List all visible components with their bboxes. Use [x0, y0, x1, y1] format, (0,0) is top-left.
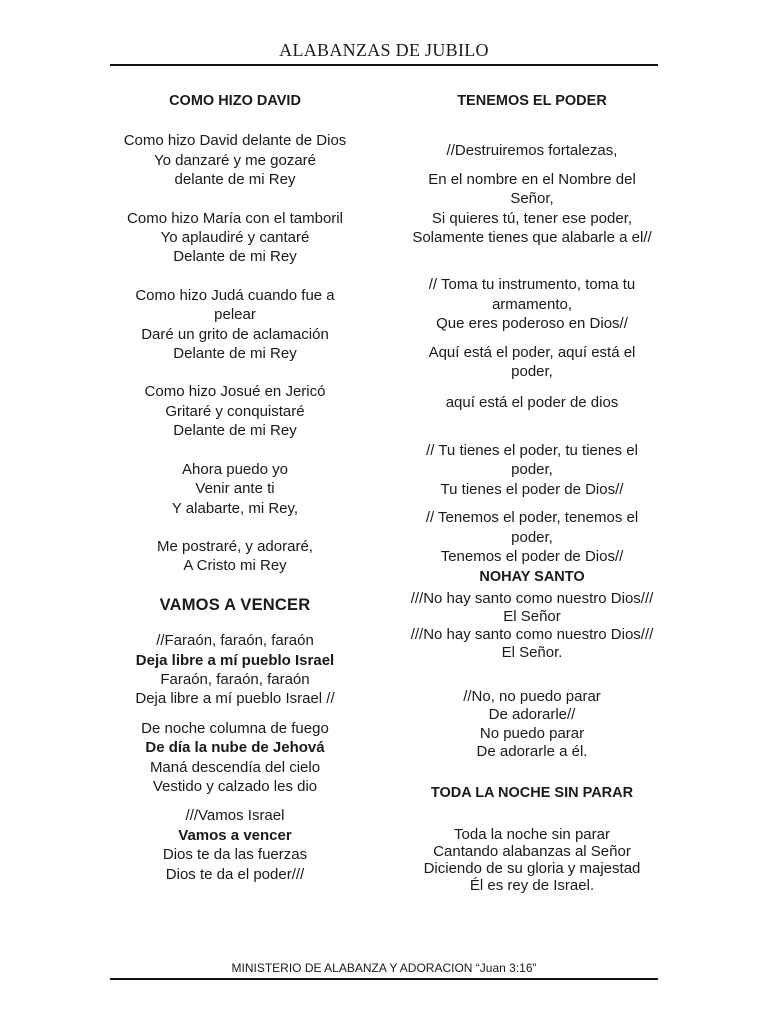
- lyric-line: Delante de mi Rey: [173, 248, 297, 266]
- song-title-como-hizo-david: COMO HIZO DAVID: [169, 93, 301, 109]
- lyric-line: Tenemos el poder de Dios//: [440, 547, 624, 565]
- stanza: [400, 141, 664, 160]
- lyric-line: Yo danzaré y me gozaré: [153, 151, 317, 169]
- stanza: [110, 382, 360, 440]
- lyric-line: Aquí está el poder, aquí está el poder,: [428, 343, 636, 381]
- lyric-line: //No, no puedo parar: [463, 687, 601, 705]
- lyric-line: Como hizo Judá cuando fue a pelear: [135, 286, 335, 324]
- song-title-tenemos-el-poder: TENEMOS EL PODER: [457, 93, 607, 109]
- lyric-line: delante de mi Rey: [174, 171, 296, 189]
- lyric-line: Solamente tienes que alabarle a el//: [412, 229, 652, 247]
- stanza: [110, 631, 360, 709]
- lyric-line: // Tu tienes el poder, tu tienes el poder,: [426, 441, 638, 479]
- stanza: [400, 590, 664, 662]
- stanza: [400, 508, 664, 566]
- stanza: [400, 170, 664, 248]
- lyric-line: // Tenemos el poder, tenemos el poder,: [425, 509, 639, 546]
- song-title-vamos-a-vencer: VAMOS A VENCER: [159, 595, 311, 614]
- lyric-line: De adorarle//: [488, 706, 576, 724]
- lyric-line: ///No hay santo como nuestro Dios///: [410, 589, 654, 607]
- lyric-line: //Faraón, faraón, faraón: [156, 632, 314, 650]
- lyric-line: Diciendo de su gloria y majestad: [423, 860, 641, 878]
- lyric-line: Delante de mi Rey: [173, 345, 297, 363]
- lyric-line: El Señor: [503, 607, 561, 625]
- lyric-line: Me postraré, y adoraré,: [157, 537, 313, 555]
- lyric-line: Cantando alabanzas al Señor: [433, 843, 631, 861]
- lyric-line: Maná descendía del cielo: [149, 758, 321, 776]
- lyric-line: De adorarle a él.: [476, 743, 588, 761]
- right-column: [400, 92, 664, 894]
- stanza: [110, 286, 360, 364]
- lyric-line: Como hizo David delante de Dios: [123, 132, 347, 150]
- stanza: [110, 719, 360, 797]
- lyric-line: Y alabarte, mi Rey,: [171, 499, 299, 517]
- footer-rule: [110, 978, 658, 980]
- lyric-line: Deja libre a mí pueblo Israel //: [135, 690, 335, 708]
- lyric-line: Delante de mi Rey: [173, 422, 297, 440]
- lyric-line: Faraón, faraón, faraón: [160, 670, 310, 688]
- lyric-line: Dios te da las fuerzas: [162, 846, 308, 864]
- lyric-line: Que eres poderoso en Dios//: [436, 315, 628, 333]
- lyric-line: No puedo parar: [479, 724, 585, 742]
- lyric-line: Gritaré y conquistaré: [165, 402, 305, 420]
- stanza: [110, 806, 360, 884]
- stanza: [400, 343, 664, 382]
- lyric-line: Si quieres tú, tener ese poder,: [431, 209, 633, 227]
- stanza: [110, 131, 360, 189]
- header-rule: [110, 64, 658, 66]
- lyric-line: De día la nube de Jehová: [145, 739, 325, 757]
- lyric-line: Como hizo María con el tamboril: [127, 209, 343, 227]
- lyric-line: Vestido y calzado les dio: [152, 777, 318, 795]
- lyric-line: Daré un grito de aclamación: [141, 325, 329, 343]
- lyric-line: Venir ante ti: [195, 480, 275, 498]
- stanza: [400, 826, 664, 894]
- stanza: [110, 537, 360, 576]
- lyric-line: A Cristo mi Rey: [183, 557, 287, 575]
- lyric-line: Yo aplaudiré y cantaré: [160, 229, 310, 247]
- lyric-line: ///No hay santo como nuestro Dios///: [410, 625, 654, 643]
- lyric-line: Él es rey de Israel.: [469, 877, 595, 895]
- lyric-line: Como hizo Josué en Jericó: [144, 383, 326, 401]
- lyric-line: Ahora puedo yo: [182, 460, 288, 478]
- left-column: [110, 92, 360, 884]
- lyric-line: aquí está el poder de dios: [445, 394, 619, 412]
- lyric-line: Dios te da el poder///: [165, 865, 305, 883]
- stanza: [400, 441, 664, 499]
- stanza: [400, 393, 664, 412]
- stanza: [400, 688, 664, 762]
- footer-text: MINISTERIO DE ALABANZA Y ADORACION “Juan 3:16”: [231, 961, 537, 975]
- stanza: [110, 460, 360, 518]
- lyric-line: Deja libre a mí pueblo Israel: [135, 651, 335, 669]
- lyric-line: Tu tienes el poder de Dios//: [440, 480, 624, 498]
- song-title-nohay-santo: NOHAY SANTO: [479, 569, 585, 586]
- lyric-line: ///Vamos Israel: [185, 807, 285, 825]
- lyric-line: // Toma tu instrumento, toma tu armamento,: [428, 276, 636, 313]
- stanza: [110, 209, 360, 267]
- stanza: [400, 275, 664, 333]
- lyric-line: Vamos a vencer: [178, 826, 292, 844]
- lyric-line: //Destruiremos fortalezas,: [446, 142, 618, 160]
- page-title: ALABANZAS DE JUBILO: [279, 40, 489, 60]
- lyric-line: De noche columna de fuego: [141, 719, 329, 737]
- lyric-line: Toda la noche sin parar: [454, 826, 610, 844]
- lyric-line: El Señor.: [501, 643, 563, 661]
- song-title-toda-la-noche: TODA LA NOCHE SIN PARAR: [430, 784, 634, 801]
- lyric-line: En el nombre en el Nombre del Señor,: [428, 170, 636, 208]
